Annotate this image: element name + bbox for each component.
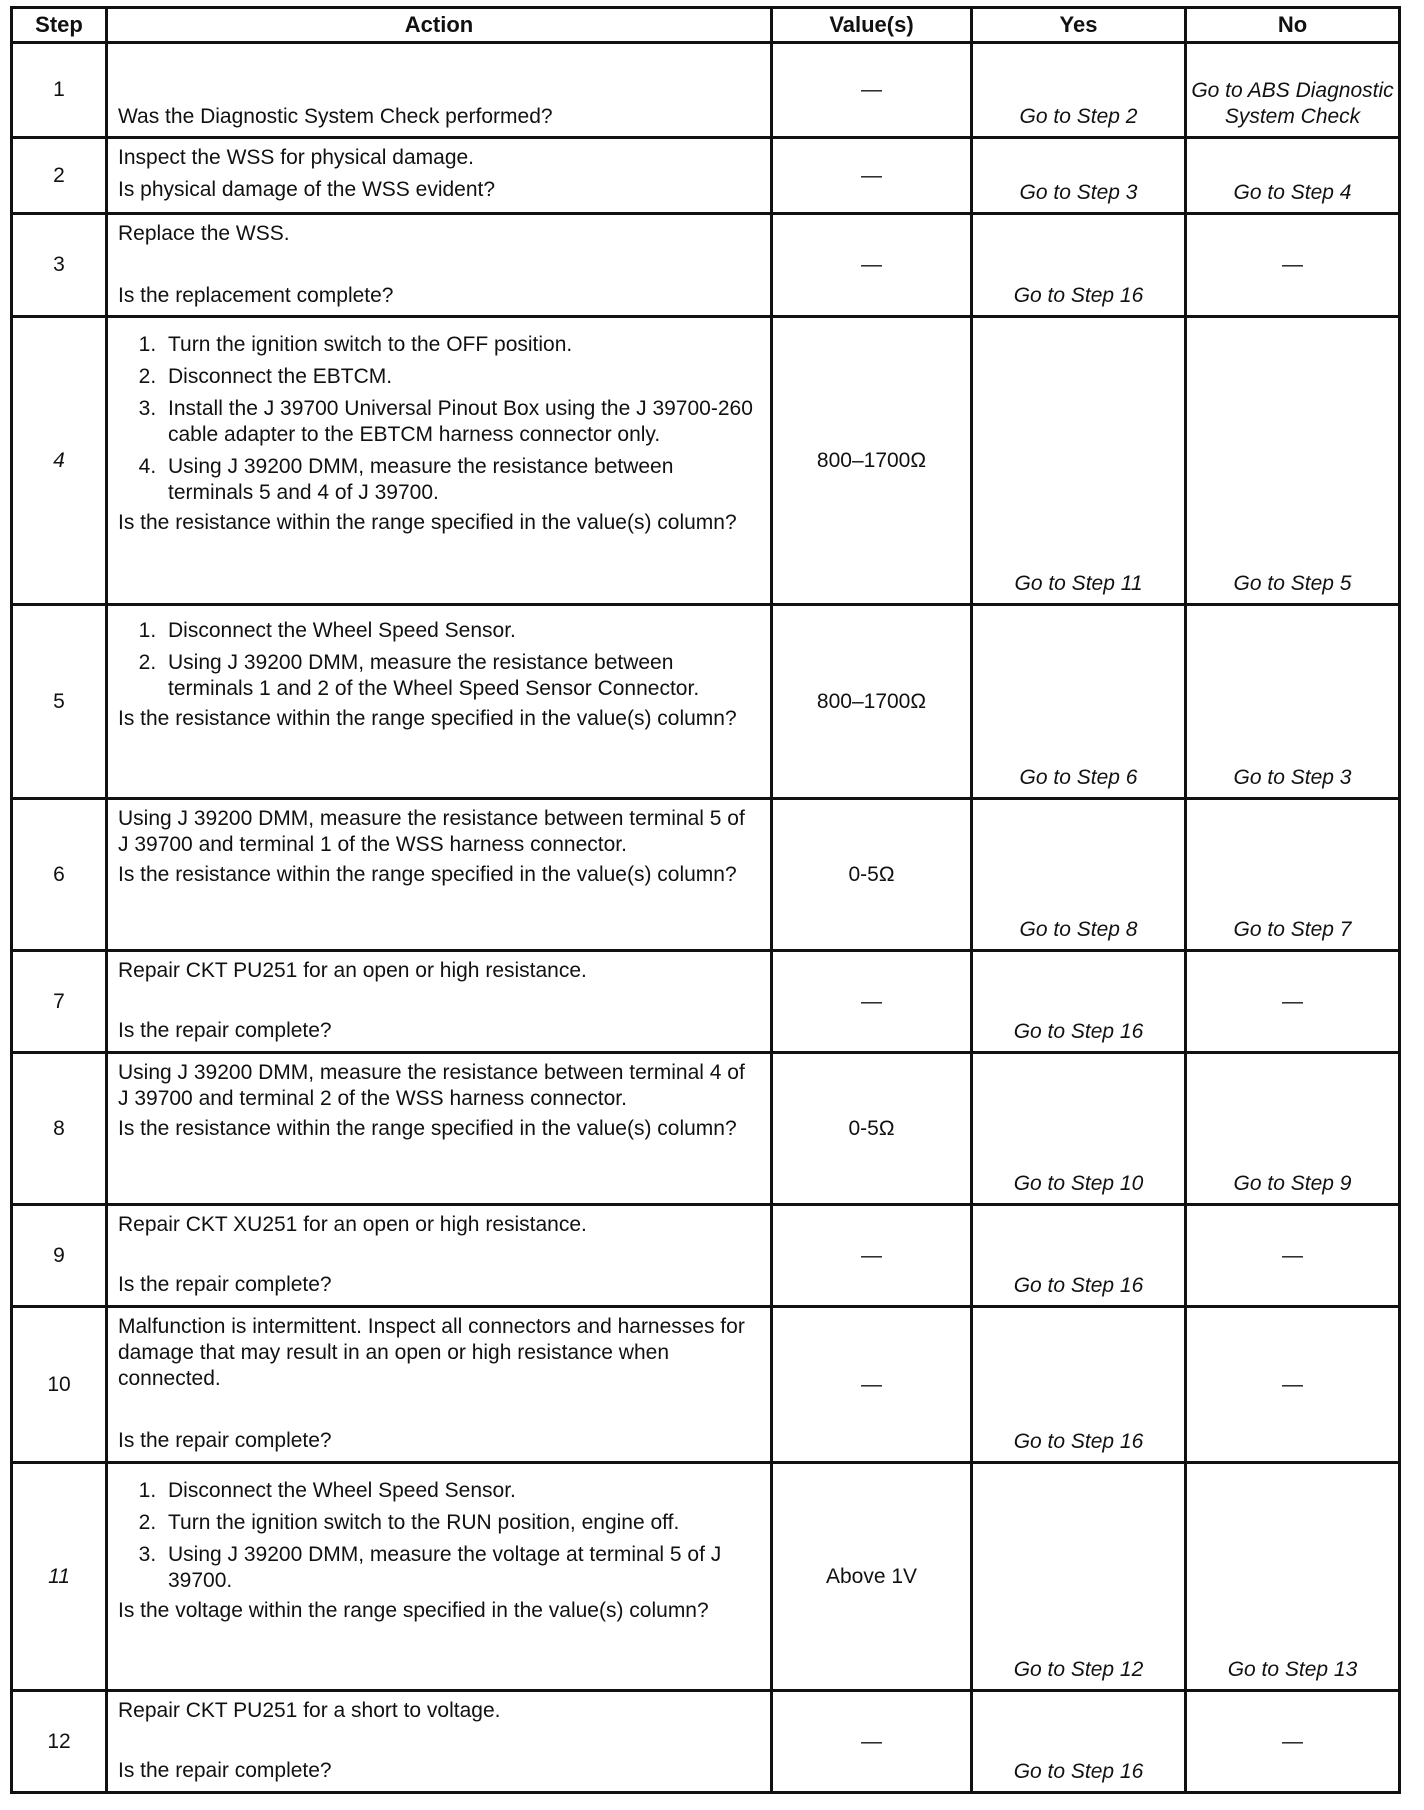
step-number: 4: [12, 317, 107, 605]
step-number: 1: [12, 43, 107, 138]
table-row: [12, 43, 1400, 138]
action-cell: [107, 1463, 772, 1691]
procedure-list: [118, 332, 760, 506]
list-item: 2. Disconnect the EBTCM.: [162, 364, 760, 390]
question-text: Is the resistance within the range specified in the value(s) column?: [118, 707, 737, 730]
no-cell: Go to ABS Diagnostic System Check: [1186, 43, 1400, 138]
table-row: [12, 1463, 1400, 1691]
table-row: [12, 138, 1400, 214]
action-text: Repair CKT PU251 for an open or high resistance.: [118, 959, 587, 982]
yes-cell: Go to Step 16: [972, 214, 1186, 317]
question-text: Is the replacement complete?: [118, 284, 394, 307]
header-values: Value(s): [772, 8, 972, 43]
list-item: 2. Turn the ignition switch to the RUN position, engine off.: [162, 1510, 760, 1536]
no-cell: Go to Step 3: [1186, 605, 1400, 799]
question-text: Is the repair complete?: [118, 1759, 332, 1782]
value-cell: 0-5Ω: [772, 799, 972, 951]
step-number: 7: [12, 951, 107, 1053]
list-item: 1. Disconnect the Wheel Speed Sensor.: [162, 618, 760, 644]
no-cell: Go to Step 7: [1186, 799, 1400, 951]
yes-cell: Go to Step 11: [972, 317, 1186, 605]
step-number: 9: [12, 1205, 107, 1307]
step-number: 6: [12, 799, 107, 951]
list-item: 4. Using J 39200 DMM, measure the resistance between terminals 5 and 4 of J 39700.: [162, 454, 760, 506]
action-text: Inspect the WSS for physical damage.: [118, 146, 475, 169]
yes-cell: Go to Step 8: [972, 799, 1186, 951]
table-row: [12, 1053, 1400, 1205]
action-cell: [107, 138, 772, 214]
list-item: 2. Using J 39200 DMM, measure the resistance between terminals 1 and 2 of the Wheel Speed Sensor Connector.: [162, 650, 760, 702]
question-text: Is the repair complete?: [118, 1273, 332, 1296]
yes-cell: Go to Step 16: [972, 1307, 1186, 1463]
value-cell: 800–1700Ω: [772, 317, 972, 605]
step-number: 12: [12, 1691, 107, 1793]
action-cell: [107, 43, 772, 138]
table-row: [12, 799, 1400, 951]
action-cell: [107, 1307, 772, 1463]
no-cell: —: [1186, 1205, 1400, 1307]
value-cell: —: [772, 43, 972, 138]
value-cell: 800–1700Ω: [772, 605, 972, 799]
list-item: 3. Using J 39200 DMM, measure the voltage at terminal 5 of J 39700.: [162, 1542, 760, 1594]
question-text: Was the Diagnostic System Check performed?: [118, 105, 553, 128]
no-cell: —: [1186, 214, 1400, 317]
header-step: Step: [12, 8, 107, 43]
step-number: 3: [12, 214, 107, 317]
yes-cell: Go to Step 10: [972, 1053, 1186, 1205]
no-cell: —: [1186, 951, 1400, 1053]
no-cell: Go to Step 5: [1186, 317, 1400, 605]
table-row: [12, 951, 1400, 1053]
question-text: Is the resistance within the range specified in the value(s) column?: [118, 1117, 737, 1140]
no-cell: —: [1186, 1691, 1400, 1793]
action-cell: [107, 1053, 772, 1205]
value-cell: 0-5Ω: [772, 1053, 972, 1205]
table-row: [12, 1307, 1400, 1463]
action-cell: [107, 951, 772, 1053]
diagnostic-table: [10, 6, 1401, 1794]
yes-cell: Go to Step 16: [972, 951, 1186, 1053]
yes-cell: Go to Step 6: [972, 605, 1186, 799]
yes-cell: Go to Step 16: [972, 1205, 1186, 1307]
table-row: [12, 1691, 1400, 1793]
action-text: Repair CKT XU251 for an open or high resistance.: [118, 1213, 587, 1236]
step-number: 2: [12, 138, 107, 214]
question-text: Is the repair complete?: [118, 1019, 332, 1042]
action-cell: [107, 1205, 772, 1307]
yes-cell: Go to Step 3: [972, 138, 1186, 214]
yes-cell: Go to Step 16: [972, 1691, 1186, 1793]
value-cell: —: [772, 138, 972, 214]
table-row: [12, 605, 1400, 799]
action-cell: [107, 317, 772, 605]
list-item: 1. Turn the ignition switch to the OFF position.: [162, 332, 760, 358]
action-cell: [107, 799, 772, 951]
value-cell: Above 1V: [772, 1463, 972, 1691]
value-cell: —: [772, 951, 972, 1053]
table-row: [12, 317, 1400, 605]
question-text: Is physical damage of the WSS evident?: [118, 178, 496, 201]
yes-cell: Go to Step 12: [972, 1463, 1186, 1691]
diagnostic-table-container: [10, 6, 1394, 1794]
list-item: 1. Disconnect the Wheel Speed Sensor.: [162, 1478, 760, 1504]
action-text: Repair CKT PU251 for a short to voltage.: [118, 1699, 501, 1722]
action-cell: [107, 214, 772, 317]
no-cell: Go to Step 9: [1186, 1053, 1400, 1205]
no-cell: Go to Step 13: [1186, 1463, 1400, 1691]
action-text: Replace the WSS.: [118, 222, 290, 245]
step-number: 8: [12, 1053, 107, 1205]
procedure-list: [118, 618, 760, 702]
value-cell: —: [772, 1307, 972, 1463]
step-number: 5: [12, 605, 107, 799]
action-cell: [107, 1691, 772, 1793]
value-cell: —: [772, 1691, 972, 1793]
action-cell: [107, 605, 772, 799]
no-cell: Go to Step 4: [1186, 138, 1400, 214]
header-row: [12, 8, 1400, 43]
no-cell: —: [1186, 1307, 1400, 1463]
question-text: Is the repair complete?: [118, 1429, 332, 1452]
yes-cell: Go to Step 2: [972, 43, 1186, 138]
list-item: 3. Install the J 39700 Universal Pinout Box using the J 39700-260 cable adapter to the EBTCM harness connector only.: [162, 396, 760, 448]
question-text: Is the resistance within the range specified in the value(s) column?: [118, 511, 737, 534]
action-text: Malfunction is intermittent. Inspect all connectors and harnesses for damage that may result in an open or high resistance when connected.: [118, 1315, 745, 1390]
question-text: Is the resistance within the range specified in the value(s) column?: [118, 863, 737, 886]
header-action: Action: [107, 8, 772, 43]
header-yes: Yes: [972, 8, 1186, 43]
step-number: 11: [12, 1463, 107, 1691]
step-number: 10: [12, 1307, 107, 1463]
value-cell: —: [772, 214, 972, 317]
action-text: Using J 39200 DMM, measure the resistance between terminal 5 of J 39700 and terminal 1 of the WSS harness connector.: [118, 807, 745, 856]
table-row: [12, 1205, 1400, 1307]
procedure-list: [118, 1478, 760, 1594]
action-text: Using J 39200 DMM, measure the resistance between terminal 4 of J 39700 and terminal 2 of the WSS harness connector.: [118, 1061, 745, 1110]
value-cell: —: [772, 1205, 972, 1307]
table-row: [12, 214, 1400, 317]
header-no: No: [1186, 8, 1400, 43]
question-text: Is the voltage within the range specified in the value(s) column?: [118, 1599, 709, 1622]
